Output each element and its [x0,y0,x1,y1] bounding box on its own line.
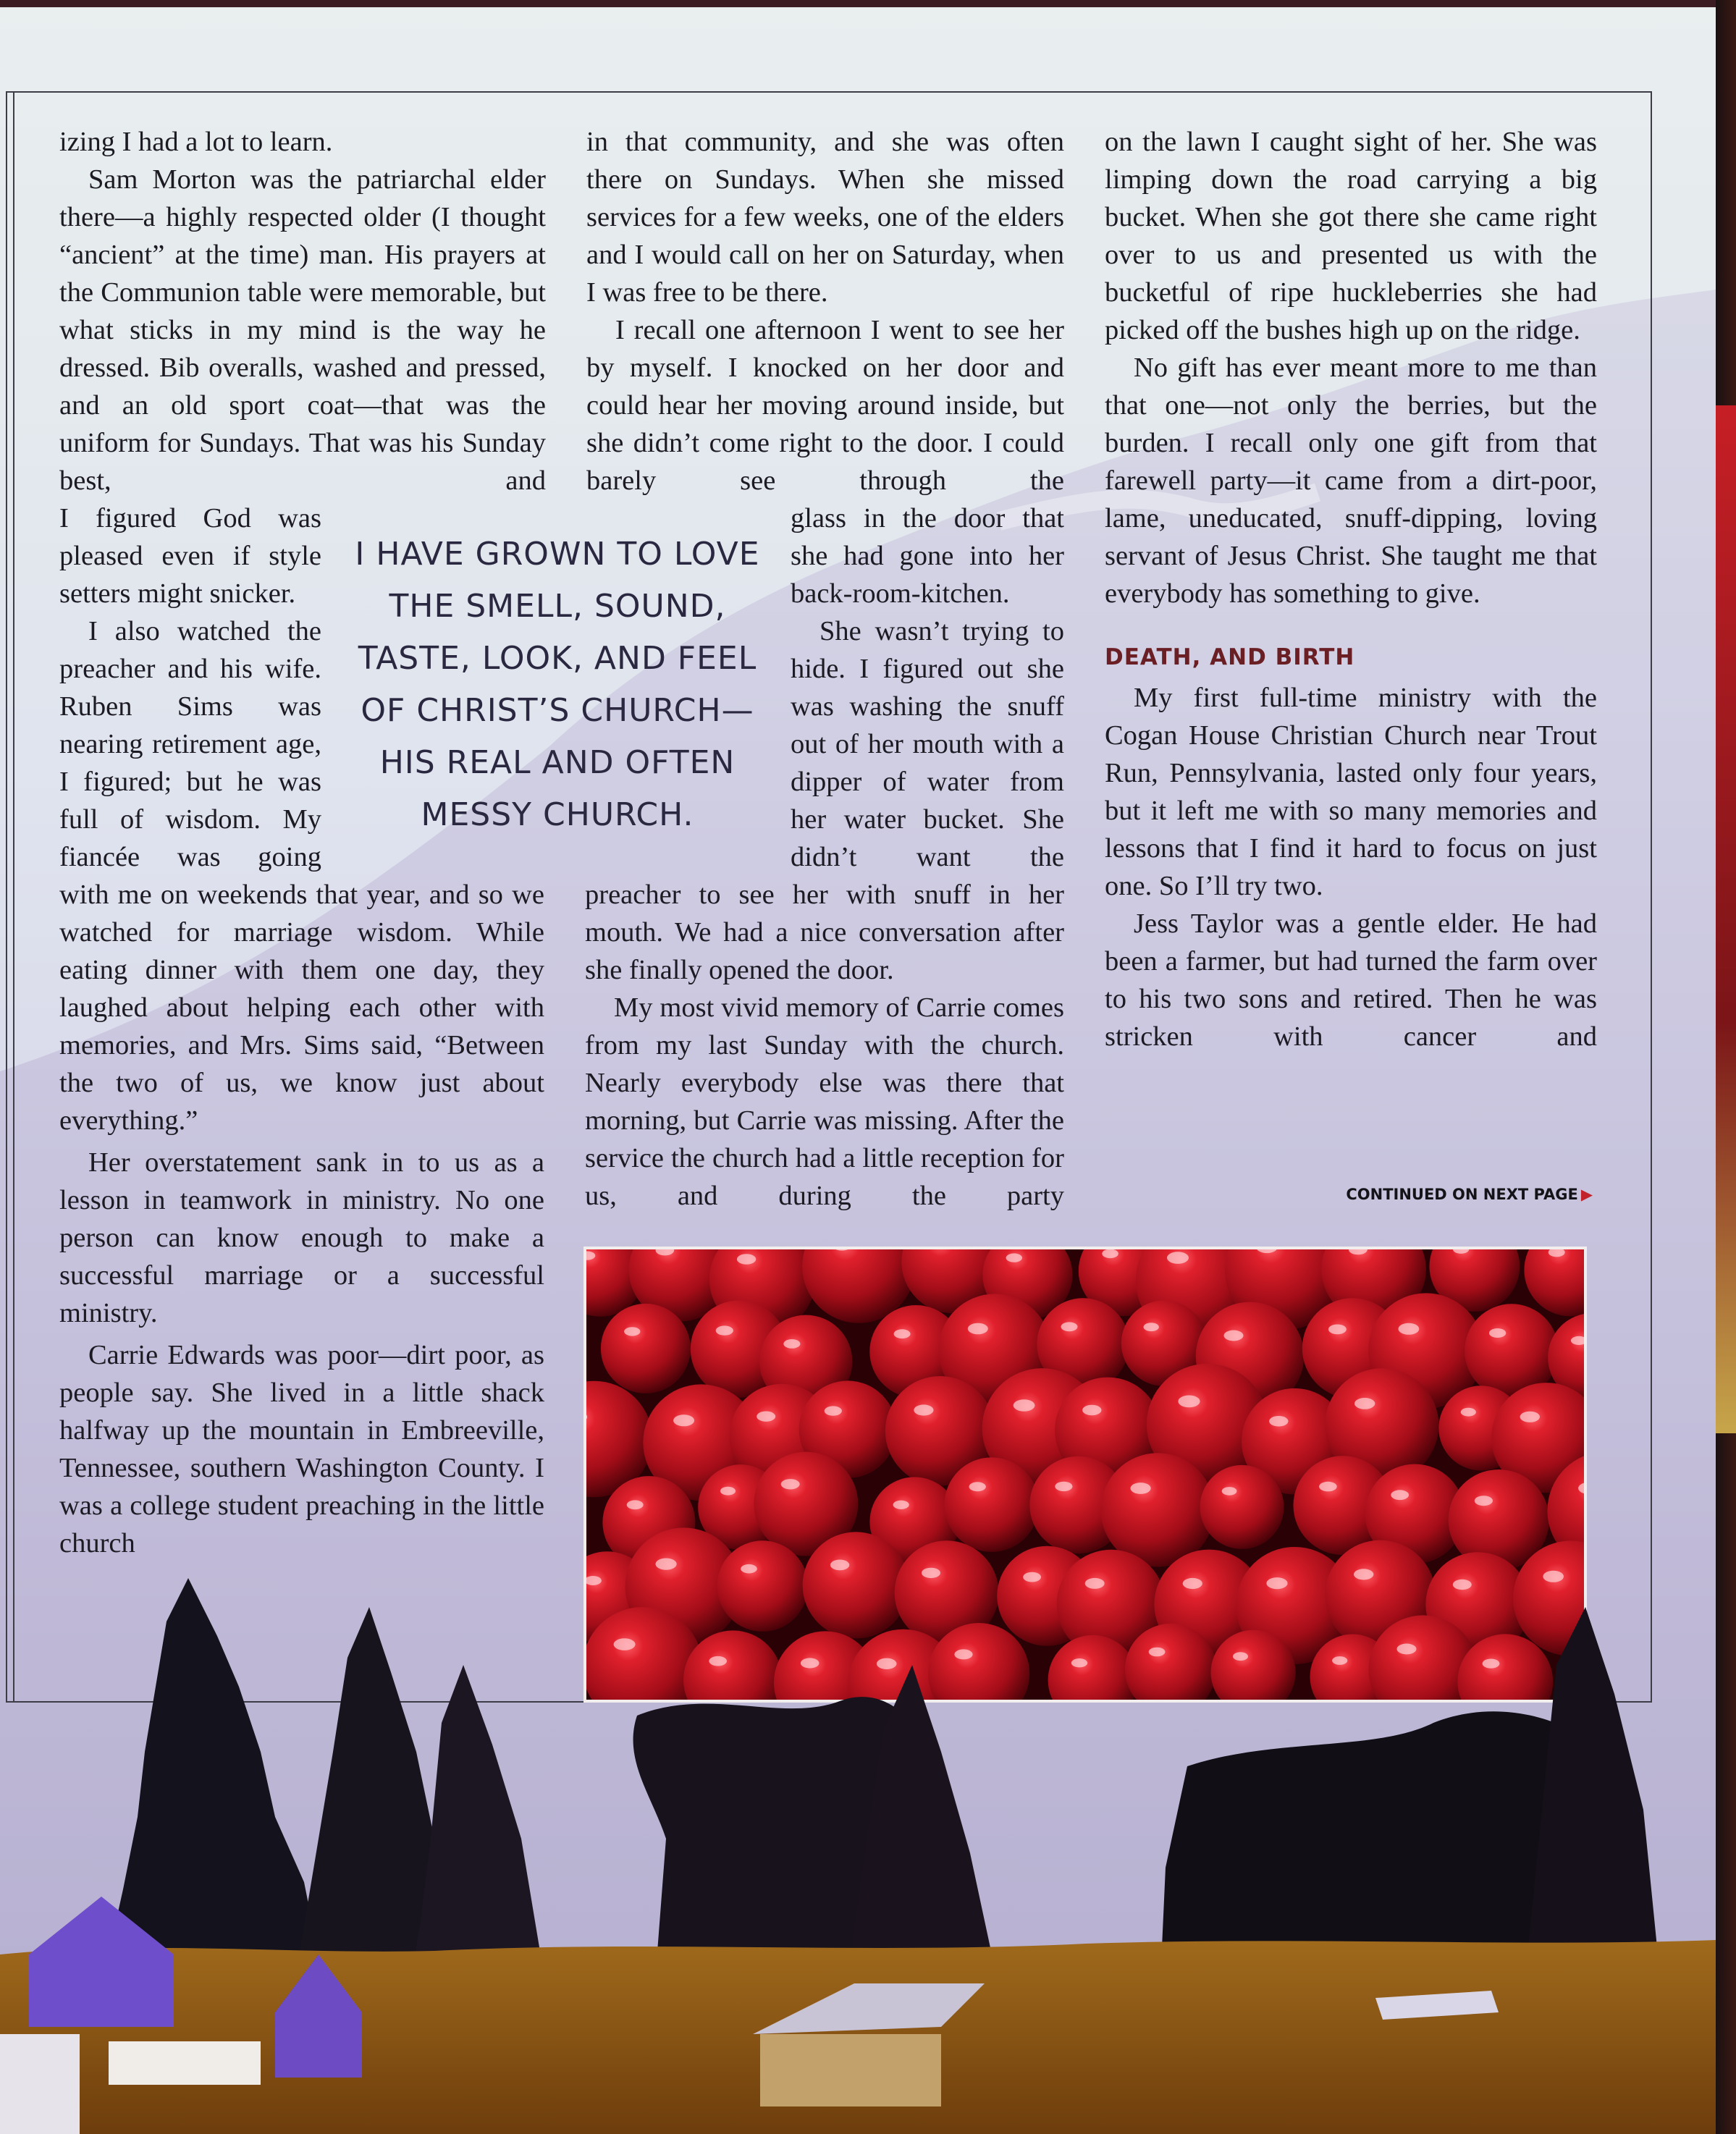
pull-quote [355,528,760,841]
berry-highlight [1014,1399,1035,1412]
paragraph: I also watched the preacher and his wife. Ruben Sims was nearing retirement age, I figured; but he was full of wisdom. My fiancée was going [59,616,321,872]
pull-quote-line: MESSY CHURCH. [421,796,694,833]
paragraph: Carrie Edwards was poor—dirt poor, as people say. She lived in a little shack halfway up the mountain in Embreeville, Tennessee, southern Washington County. I was a college student preaching in the little church [59,1340,544,1559]
berry-highlight [1167,1252,1189,1264]
berry-highlight [914,1404,933,1415]
berry-highlight [1061,1322,1078,1331]
berry-highlight [1475,1496,1493,1506]
paragraph: izing I had a lot to learn. [59,127,333,157]
berry-highlight [1102,1249,1118,1258]
column-2-narrow [791,499,1064,876]
berry-highlight [1224,1330,1244,1341]
paragraph: Her overstatement sank in to us as a lesson in teamwork in ministry. No one person can know enough to make a successful marriage or a successful ministry. [59,1147,544,1328]
column-1-top [59,123,546,499]
paragraph: with me on weekends that year, and so we watched for marriage wisdom. While eating dinner with them one day, they laughed about helping each other with memories, and Mrs. Sims said, “Between the two of us, we know just about everything.” [59,880,544,1136]
berry-highlight [1354,1398,1375,1409]
berry-highlight [893,1501,909,1509]
section-subhead: DEATH, AND BIRTH [1105,644,1355,670]
triangle-right-icon: ▶ [1580,1186,1593,1203]
pull-quote-line: THE SMELL, SOUND, [389,588,726,625]
berry-highlight [1489,1328,1506,1338]
berry-highlight [894,1329,911,1338]
berry-highlight [1082,1405,1101,1416]
berry-highlight [1391,1490,1409,1500]
berry-highlight [737,1254,756,1265]
berry [1200,1465,1284,1549]
paragraph: in that community, and she was often there on Sundays. When she missed services for a few weeks, one of the elders and I would call on her on Saturday, when I was free to be there. [586,127,1064,308]
paragraph: My most vivid memory of Carrie comes from my last Sunday with the church. Nearly everybody else was there that morning, but Carrie was missing. After the service the church had a little reception for us, and during the party [585,992,1064,1211]
berry-highlight [1520,1412,1540,1422]
berry-highlight [783,1339,800,1349]
berry-highlight [830,1560,849,1571]
continued-label: CONTINUED ON NEXT PAGE [1346,1186,1578,1203]
berry-highlight [1144,1323,1159,1331]
berry-highlight [968,1323,988,1335]
berry-highlight [1006,1253,1022,1262]
berry-highlight [624,1327,640,1336]
paragraph: glass in the door that she had gone into her back-room-kitchen. [791,503,1064,609]
pull-quote-line: OF CHRIST’S CHURCH— [361,692,754,729]
berry-highlight [1319,1482,1337,1492]
berry [945,1457,1040,1552]
page-edge [1716,0,1736,2134]
berry-highlight [1461,1408,1476,1417]
berry-highlight [757,1412,775,1422]
berry-highlight [741,1564,757,1574]
column-1-bottom [59,876,544,1562]
berry-highlight [673,1414,694,1426]
berry-highlight [720,1487,736,1496]
berry [1101,1453,1215,1566]
berry-highlight [1222,1487,1237,1496]
column-2-bottom [585,876,1064,1215]
landscape-illustration [0,1578,1716,2134]
pull-quote-line: HIS REAL AND OFTEN [379,744,736,781]
column-2-top [586,123,1064,499]
paragraph: No gift has ever meant more to me than that one—not only the berries, but the burden. I recall only one gift from that farewell party—it came from a dirt-poor, lame, uneducated, snuff-dipping, loving servant of Jesus Christ. She taught me that everybody has something to give. [1105,353,1597,609]
berry-highlight [1269,1416,1288,1427]
berry-highlight [1055,1482,1072,1491]
paragraph: I recall one afternoon I went to see her by myself. I knocked on her door and could hear her moving around inside, but she didn’t come right to the door. I could barely see through the [586,315,1064,496]
berry-highlight [825,1406,842,1415]
berry [601,1304,691,1393]
berry-highlight [656,1559,677,1570]
continued-link[interactable] [1318,1186,1593,1203]
berry-highlight [1399,1323,1420,1335]
berry-highlight [969,1482,986,1491]
berry-highlight [781,1479,800,1489]
berry-highlight [1178,1396,1200,1408]
berry-highlight [1131,1483,1151,1494]
berry-highlight [716,1325,733,1335]
paragraph: She wasn’t trying to hide. I figured out she was washing the snuff out of her mouth with a dipper of water from her water bucket. She didn’t want the [791,616,1064,872]
paragraph: preacher to see her with snuff in her mouth. We had a nice conversation after she finally opened the door. [585,880,1064,985]
berry-highlight [1328,1325,1347,1335]
column-1-narrow [59,499,321,876]
paragraph: Sam Morton was the patriarchal elder there—a highly respected older (I thought “ancient” at the time) man. His prayers at the Communion table were memorable, but what sticks in my mind is the way he dressed. Bib overalls, washed and pressed, and an old sport coat—that was the uniform for Sundays. That was his Sunday best, and [59,164,546,496]
berry-highlight [922,1568,940,1578]
paragraph: My first full-time ministry with the Cogan House Christian Church near Trout Run, Pennsylvania, lasted only four years, but it left me with so many memories and lessons that I find it hard to focus on just one. So I’ll try two. [1105,683,1597,901]
berry-highlight [627,1500,644,1509]
pull-quote-line: I HAVE GROWN TO LOVE [355,536,760,573]
paragraph: I figured God was pleased even if style setters might snicker. [59,503,321,609]
paragraph: on the lawn I caught sight of her. She was limping down the road carrying a big bucket. When she got there she came right over to us and presented us with the bucketful of ripe huckleberries she had picked off the bushes high up on the ridge. [1105,127,1597,345]
paragraph: Jess Taylor was a gentle elder. He had been a farmer, but had turned the farm over to his two sons and retired. Then he was stricken with cancer and [1105,908,1597,1052]
column-3 [1105,123,1597,1055]
pull-quote-line: TASTE, LOOK, AND FEEL [358,640,757,677]
